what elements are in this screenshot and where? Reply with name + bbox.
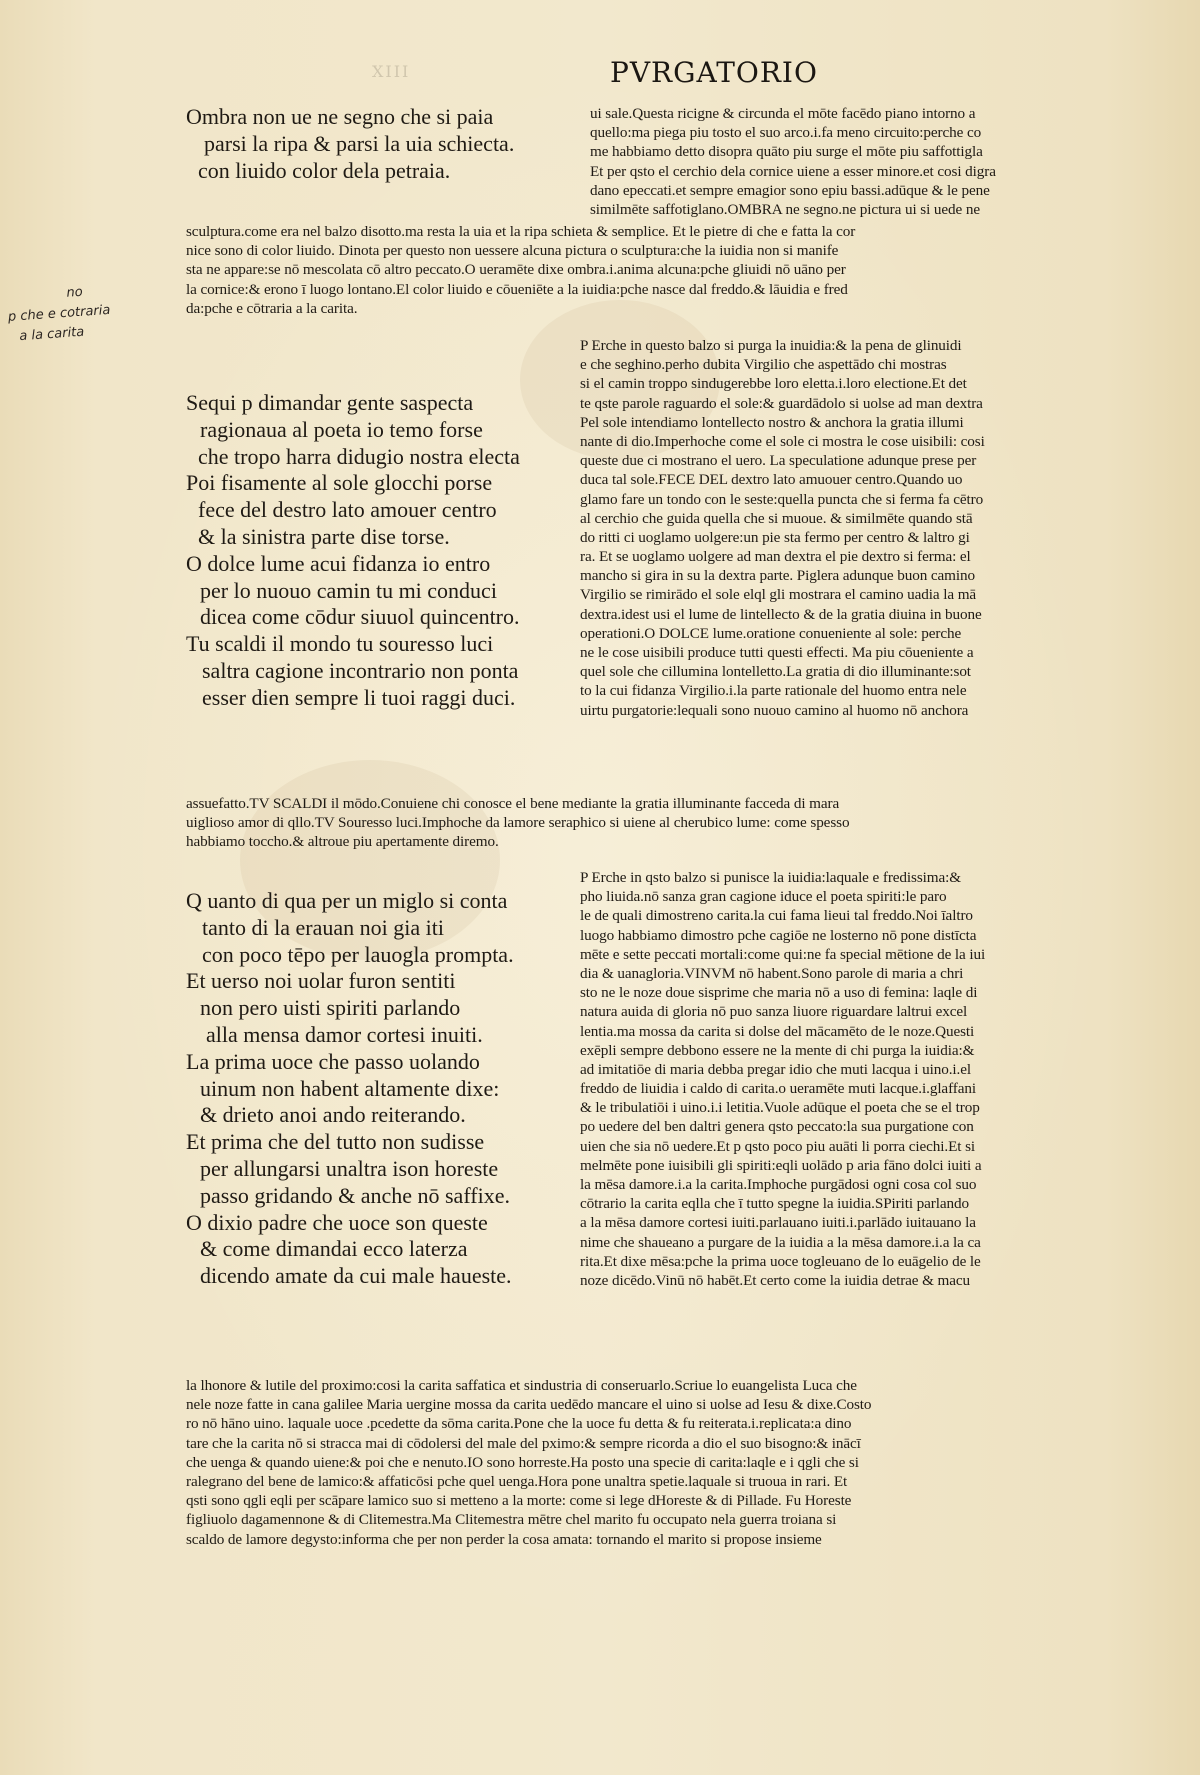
commentary-line: da:pche e cōtraria a la carita. [186,299,358,317]
commentary-line: dextra.idest usi el lume de lintellecto & de la gratia diuina in buone [580,605,982,623]
commentary-line: si el camin troppo sindugerebbe loro eletta.i.loro electione.Et det [580,375,967,393]
commentary-1-column [590,104,1160,219]
verse-line: O dolce lume acui fidanza io entro [186,550,491,576]
commentary-line: dia & uanagloria.VINVM nō habent.Sono parole di maria a chri [580,964,964,982]
commentary-line: uien che sia nō uedere.Et p qsto poco piu auāti li porra ciechi.Et si [580,1137,976,1155]
commentary-line: e che seghino.perho dubita Virgilio che aspettādo chi mostras [580,356,947,374]
verse-line: dicendo amate da cui male haueste. [200,1263,512,1289]
commentary-line: ralegrano del bene de lamico:& affaticōsi pche quel uenga.Hora pone unaltra spetie.laquale si truoua in rari. Et [186,1472,848,1490]
verse-line: tanto di la erauan noi gia iti [202,914,444,940]
commentary-line: tare che la carita nō si stracca mai di cōdolersi del male del pximo:& sempre ricorda a dio el suo bisogno:& inācī [186,1434,861,1452]
verse-line: con poco tēpo per lauogla prompta. [202,941,514,967]
verse-line: fece del destro lato amouer centro [198,497,497,523]
commentary-line: P Erche in questo balzo si purga la inuidia:& la pena de glinuidi [580,337,962,354]
verse-tercets-3 [186,888,576,1290]
commentary-line: a la mēsa damore cortesi iuiti.parlauano iuiti.i.parlādo iuitauano la [580,1214,976,1232]
verse-line: Ombra non ue ne segno che si paia [186,104,494,129]
verse-line: & la sinistra parte dise torse. [198,523,450,549]
commentary-line: pho liuida.nō sanza gran cagione iduce el poeta spiriti:le paro [580,888,947,906]
commentary-line: sta ne appare:se nō mescolata cō altro peccato.O ueramēte dixe ombra.i.anima alcuna:pche gliuidi nō uāno per [186,261,846,279]
commentary-line: habbiamo toccho.& altroue piu apertamente diremo. [186,833,499,851]
verse-line: Sequi p dimandar gente saspecta [186,390,474,415]
commentary-line: quello:ma piega piu tosto el suo arco.i.fa meno circuito:perche co [590,124,982,142]
verse-line: & drieto anoi ando reiterando. [200,1102,466,1128]
commentary-line: similmēte saffotiglano.OMBRA ne segno.ne pictura ui si uede ne [590,200,981,218]
commentary-line: la mēsa damore.i.a la carita.Imphoche purgādosi ogni cosa col suo [580,1176,977,1193]
verse-line: Et prima che del tutto non sudisse [186,1129,485,1155]
commentary-line: Et per qsto el cerchio dela cornice uiene a esser minore.et cosi digra [590,162,996,180]
commentary-line: quel sole che cillumina lontelletto.La gratia di dio illuminante:sot [580,663,971,681]
commentary-line: scaldo de lamore degysto:informa che per non perder la cosa amata: tornando el marito si propose insieme [186,1530,822,1548]
commentary-line: uirtu purgatorie:lequali sono nuouo camino al huomo nō anchora [580,701,969,719]
commentary-line: natura auida di gloria nō puo sanza liuore riguardare laltrui excel [580,1003,968,1021]
commentary-line: sculptura.come era nel balzo disotto.ma resta la uia et la ripa schieta & semplice. Et le pietre di che e fatta la cor [186,223,856,240]
verse-line: O dixio padre che uoce son queste [186,1209,488,1235]
verse-line: ragionaua al poeta io temo forse [200,416,483,442]
commentary-line: Pel sole intendiamo lontellecto nostro & anchora la gratia illumi [580,413,964,431]
commentary-line: exēpli sempre debbono essere ne la mente di chi purga la iuidia:& [580,1041,975,1059]
commentary-line: P Erche in qsto balzo si punisce la iuidia:laquale e fredissima:& [580,869,961,886]
commentary-line: & le tribulatiōi i uino.i.i letitia.Vuole adūque el poeta che se el trop [580,1099,980,1117]
commentary-line: al cerchio che guida quella che si muoue. & similmēte quando stā [580,509,973,527]
commentary-line: me habbiamo detto disopra quāto piu surge el mōte piu saffottigla [590,143,983,161]
verse-line: uinum non habent altamente dixe: [200,1075,500,1101]
commentary-line: nele noze fatte in cana galilee Maria uergine mossa da carita uedēdo mancare el uino si uolse ad Iesu & dixe.Costo [186,1396,872,1414]
verse-line: con liuido color dela petraia. [198,157,451,183]
marginal-line: p che e cotraria [7,302,111,325]
commentary-line: te qste parole raguardo el sole:& guardādolo si uolse ad man dextra [580,394,983,412]
verse-line: per lo nuouo camin tu mi conduci [200,577,497,603]
verse-line: Et uerso noi uolar furon sentiti [186,968,456,994]
commentary-line: che uenga & quando uiene:& poi che e nenuto.IO sono horreste.Ha posto una specie di carita:laqle e i qgli che si [186,1453,859,1471]
commentary-3-column [580,868,1162,1290]
commentary-line: uiglioso amor di qllo.TV Souresso luci.Imphoche da lamore seraphico si uiene al cherubico lume: come spesso [186,814,850,832]
commentary-line: ui sale.Questa ricigne & circunda el mōte facēdo piano intorno a [590,105,976,122]
commentary-line: la cornice:& erono ī luogo lontano.El color liuido e cōueniēte a la iuidia:pche nasce dal freddo.& lāuidia e fred [186,280,848,298]
verse-line: esser dien sempre li tuoi raggi duci. [202,684,516,710]
commentary-line: noze dicēdo.Vinū nō habēt.Et certo come la iuidia detrae & macu [580,1271,971,1289]
commentary-line: nice sono di color liuido. Dinota per questo non uessere alcuna pictura o sculptura:che la iuidia non si manife [186,242,839,260]
verse-line: saltra cagione incontrario non ponta [202,657,519,683]
commentary-line: qsti sono qgli eqli per scāpare lamico suo si metteno a la morte: come si lege dHoreste & di Pillade. Fu Horeste [186,1492,852,1510]
folio-number: XIII [372,62,411,81]
commentary-line: assuefatto.TV SCALDI il mōdo.Conuiene chi conosce el bene mediante la gratia illuminante facceda di mara [186,795,840,812]
commentary-line: Virgilio se rimirādo el sole elql gli mostrara el camino uadia la mā [580,586,977,604]
marginal-line: no [65,284,84,301]
marginal-line: a la carita [18,324,85,345]
commentary-2-full [186,794,1162,852]
verse-line: Tu scaldi il mondo tu souresso luci [186,631,494,657]
verse-tercets-2 [186,390,576,712]
verse-line: parsi la ripa & parsi la uia schiecta. [204,130,515,156]
commentary-line: nante di dio.Imperhoche come el sole ci mostra le cose uisibili: cosi [580,432,985,450]
marginal-note [6,276,188,348]
verse-line: dicea come cōdur siuuol quincentro. [200,604,520,630]
commentary-line: cōtrario la carita eqlla che ī tutto spegne la iuidia.SPiriti parlando [580,1195,970,1213]
verse-line: passo gridando & anche nō saffixe. [200,1182,510,1208]
commentary-line: figliuolo dagamennone & di Clitemestra.Ma Clitemestra mētre chel marito fu occupato nela guerra troiana si [186,1511,837,1529]
verse-line: che tropo harra didugio nostra electa [198,443,520,469]
verse-line: per allungarsi unaltra ison horeste [200,1155,499,1181]
commentary-1-full [186,222,1162,318]
commentary-line: duca tal sole.FECE DEL dextro lato amuouer centro.Quando uo [580,471,963,489]
commentary-line: do ritti ci uoglamo uolgere:un pie sta fermo per centro & laltro gi [580,528,970,546]
commentary-line: po uedere del ben daltri genera qsto peccato:la sua purgatione con [580,1118,974,1136]
commentary-line: ne le cose uisibili produce tutti questi effecti. Ma piu cōueniente a [580,644,974,661]
commentary-line: mancho si gira in su la dextra parte. Piglera adunque buon camino [580,567,976,585]
commentary-line: melmēte pone iuisibili gli spiriti:eqli uolādo p aria fāno dolci iuiti a [580,1156,982,1174]
verse-tercet-1 [186,104,576,184]
commentary-line: ro nō hāno uino. laquale uoce .pcedette da sōma carita.Pone che la uoce fu detta & fu reiterata.i.replicata:a dino [186,1415,852,1433]
commentary-line: ad imitatiōe di maria debba pregar idio che muti lacqua i uino.i.el [580,1060,971,1078]
commentary-line: to la cui fidanza Virgilio.i.la parte rationale del huomo entra nele [580,682,967,700]
commentary-line: nime che shaueano a purgare de la iuidia a la mēsa damore.i.a la ca [580,1233,981,1251]
commentary-line: lentia.ma mossa da carita si dolse del mācamēto de le noze.Questi [580,1022,975,1040]
commentary-line: la lhonore & lutile del proximo:cosi la carita saffatica et sindustria di conseruarlo.Scriue lo euangelista Luca che [186,1377,857,1394]
page-title: PVRGATORIO [610,56,818,89]
commentary-line: freddo de liuidia i caldo di carita.o ueramēte muti lacque.i.glaffani [580,1080,976,1098]
commentary-line: ra. Et se uoglamo uolgere ad man dextra el pie dextro si ferma: el [580,548,971,566]
verse-line: Q uanto di qua per un miglo si conta [186,888,508,913]
commentary-line: mēte e sette peccati mortali:come qui:ne fa special mētione de la iui [580,945,986,963]
commentary-line: glamo fare un tondo con le seste:quella puncta che si ferma fa cētro [580,490,984,508]
commentary-line: queste due ci mostrano el uero. La speculatione adunque prese per [580,452,977,470]
verse-line: La prima uoce che passo uolando [186,1048,480,1074]
verse-line: & come dimandai ecco laterza [200,1236,468,1262]
commentary-2-column [580,336,1162,720]
verse-line: non pero uisti spiriti parlando [200,995,461,1021]
commentary-line: le de quali dimostreno carita.la cui fama lieui tal freddo.Noi īaltro [580,907,973,925]
verse-line: Poi fisamente al sole glocchi porse [186,470,493,496]
commentary-3-full [186,1376,1162,1549]
commentary-line: operationi.O DOLCE lume.oratione conueniente al sole: perche [580,624,962,642]
commentary-line: rita.Et dixe mēsa:pche la prima uoce togleuano de lo euāgelio de le [580,1252,981,1270]
verse-line: alla mensa damor cortesi inuiti. [206,1021,483,1047]
commentary-line: sto ne le noze doue sisprime che maria nō a uso di femina: laqle di [580,984,978,1002]
commentary-line: luogo habbiamo dimostro pche cagiōe ne losterno nō pone distīcta [580,926,977,944]
commentary-line: dano epeccati.et sempre emagior sono epiu bassi.adūque & le pene [590,181,990,199]
